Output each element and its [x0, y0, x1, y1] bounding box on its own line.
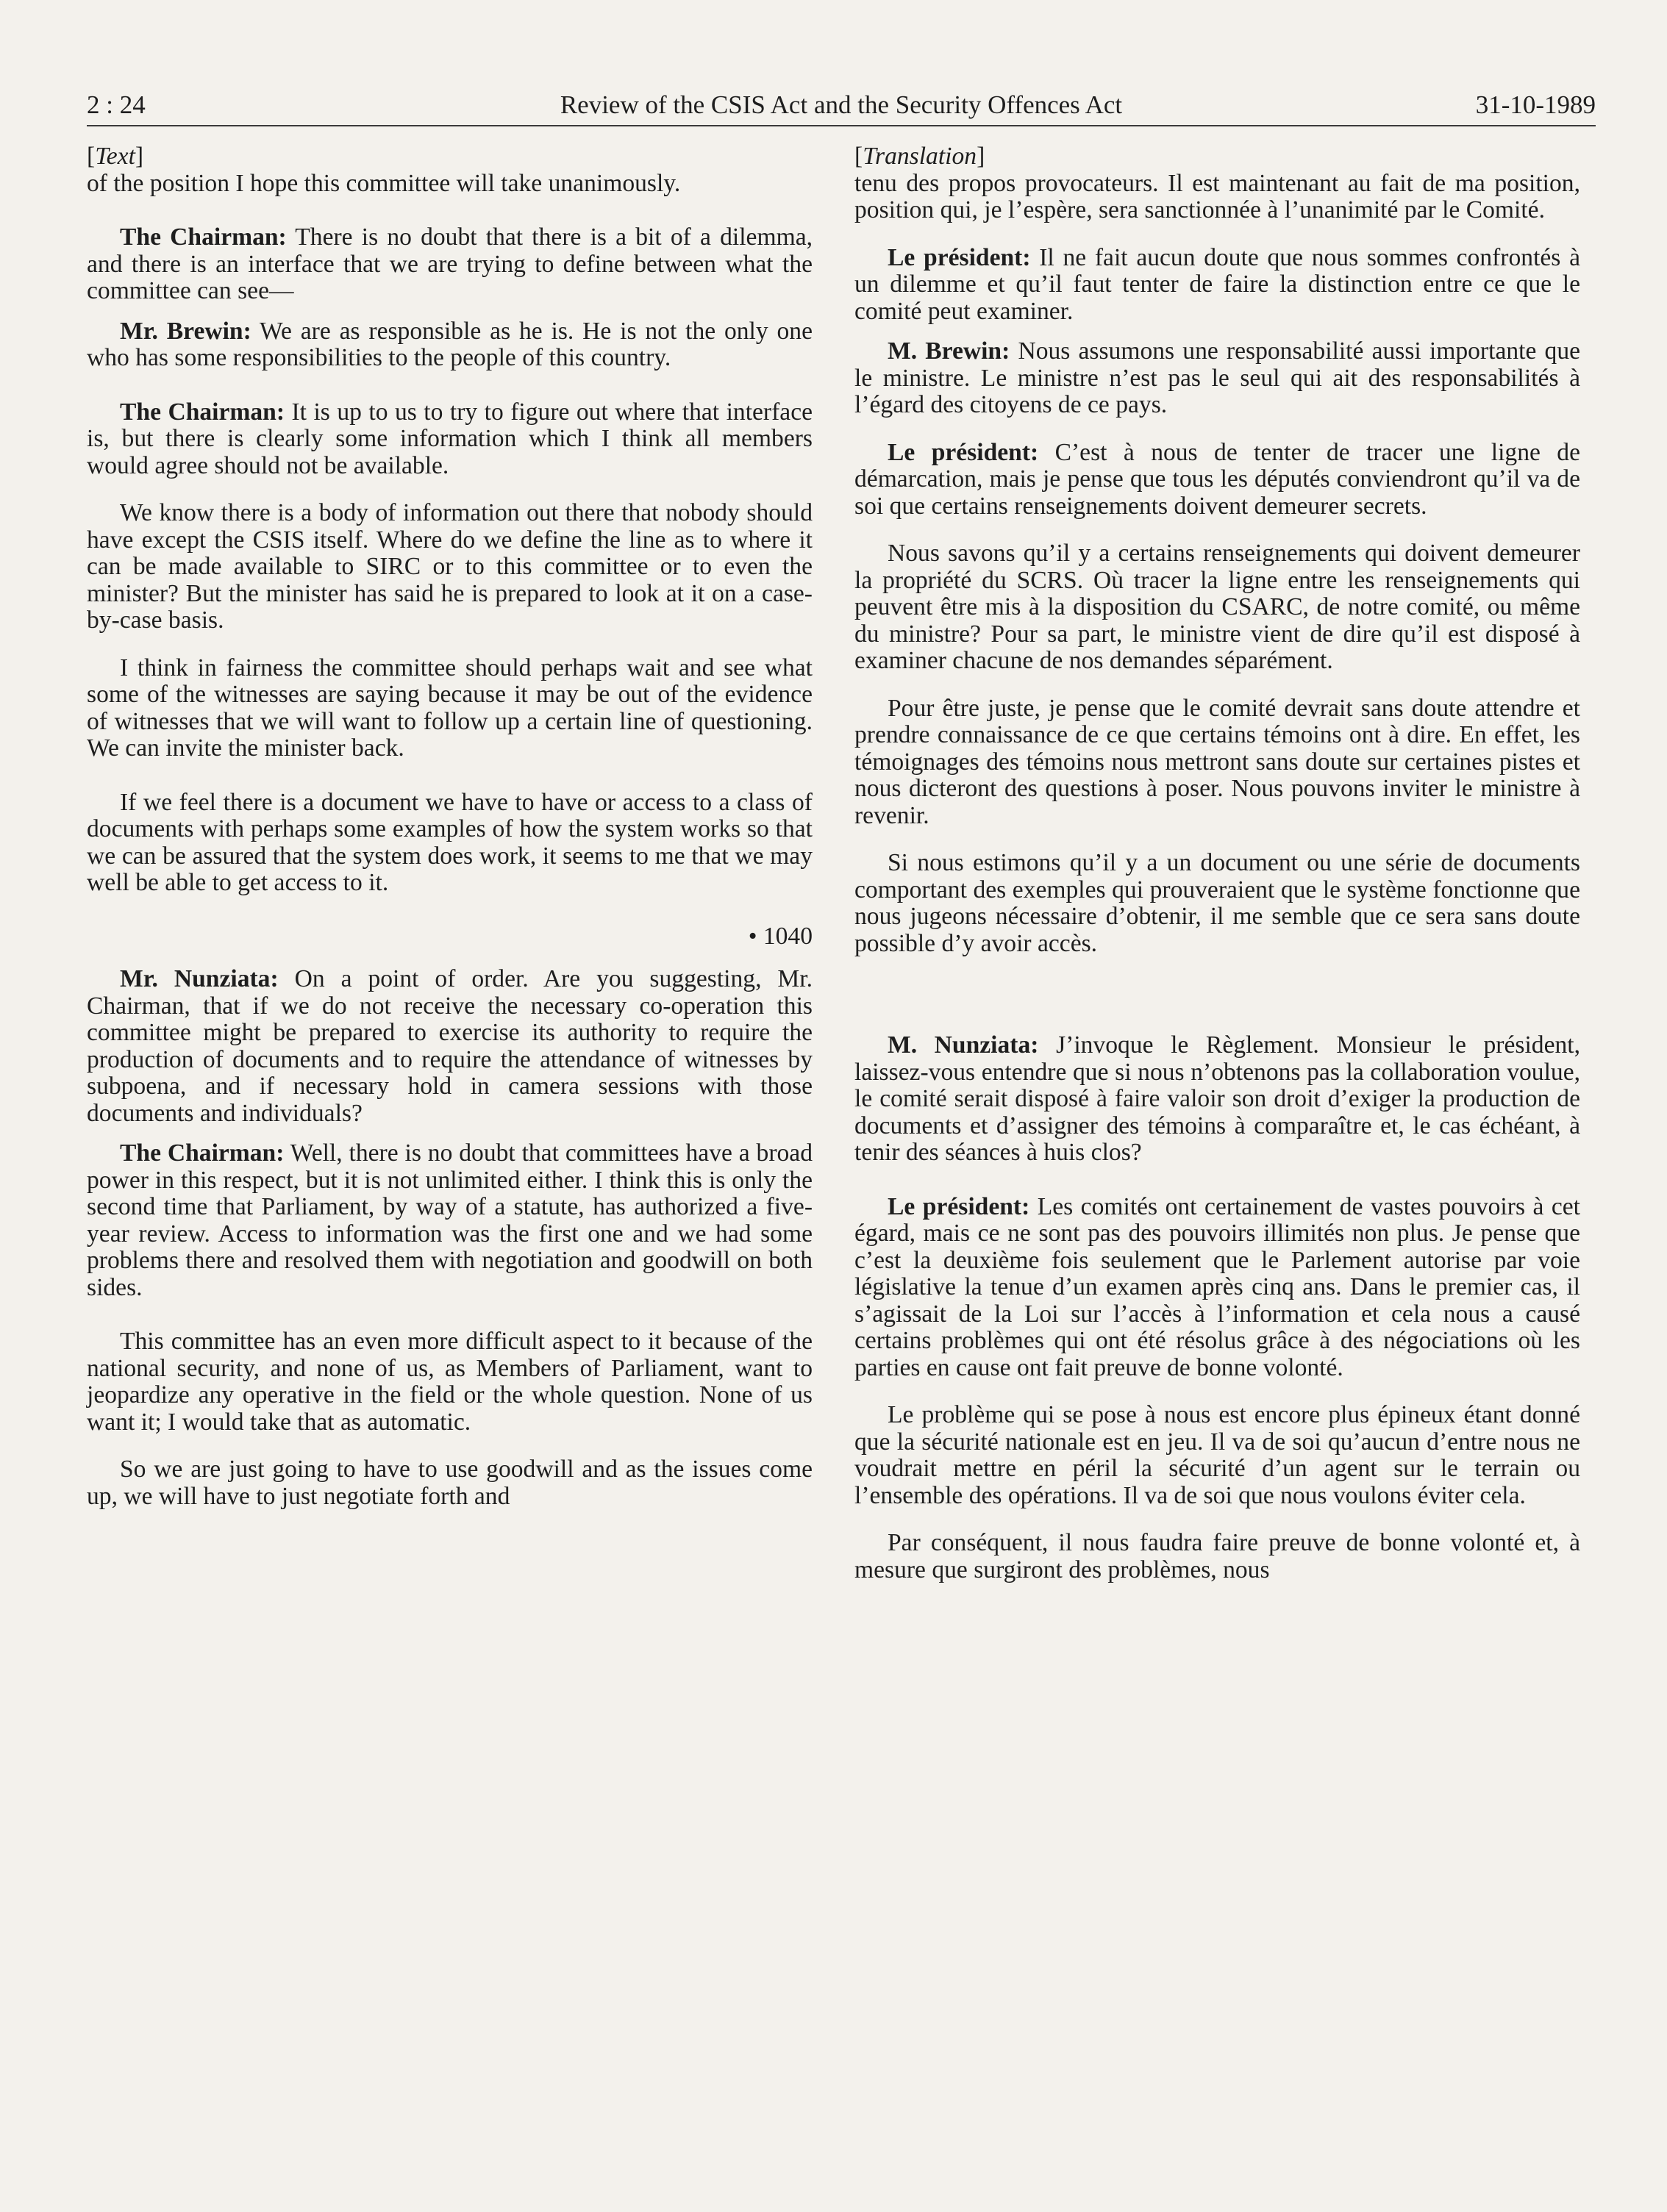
paragraph: If we feel there is a document we have to have or access to a class of documents with perhaps some examples of how the system works so that we can be assured that the system does work, it seems to me that we may well be able to get access to it. [87, 788, 813, 896]
paragraph: of the position I hope this committee will take unanimously. [87, 169, 681, 197]
paragraph: I think in fairness the committee should perhaps wait and see what some of the witnesses are saying because it may be out of the evidence of witnesses that we will want to follow up a certain line of questioning. We can invite the minister back. [87, 654, 813, 762]
speaker-name: The Chairman: [120, 398, 285, 426]
paragraph: The Chairman: There is no doubt that there is a bit of a dilemma, and there is an interface that we are trying to define between what the committee can see— [87, 223, 813, 304]
paragraph: Le président: C’est à nous de tenter de tracer une ligne de démarcation, mais je pense que tous les députés conviendront qu’il va de soi que certains renseignements doivent demeurer secrets. [854, 438, 1580, 520]
paragraph: The Chairman: It is up to us to try to figure out where that interface is, but there is clearly some information which I think all members would agree should not be available. [87, 398, 813, 479]
paragraph: Par conséquent, il nous faudra faire preuve de bonne volonté et, à mesure que surgiront des problèmes, nous [854, 1529, 1580, 1583]
speaker-name: Mr. Brewin: [120, 317, 251, 345]
paragraph: Le président: Les comités ont certainement de vastes pouvoirs à cet égard, mais ce ne sont pas des pouvoirs illimités non plus. Je pense que c’est la deuxième fois seulement que le Parlement autorise par voie législative la tenue d’un examen après cinq ans. Dans le premier cas, il s’agissait de la Loi sur l’accès à l’information et cela nous a causé certains problèmes qui ont été résolus grâce à des négociations où les parties en cause ont fait preuve de bonne volonté. [854, 1192, 1580, 1381]
page-date: 31-10-1989 [1475, 90, 1596, 119]
paragraph: Mr. Nunziata: On a point of order. Are you suggesting, Mr. Chairman, that if we do not receive the necessary co-operation this committee might be prepared to exercise its authority to require the production of documents and to require the attendance of witnesses by subpoena, and if necessary hold in camera sessions with those documents and individuals? [87, 965, 813, 1127]
paragraph: tenu des propos provocateurs. Il est maintenant au fait de ma position, position qui, je l’espère, sera sanctionnée à l’unanimité par le Comité. [854, 169, 1580, 223]
paragraph: Le problème qui se pose à nous est encore plus épineux étant donné que la sécurité nationale est en jeu. Il va de soi qu’aucun d’entre nous ne voudrait mettre en péril la sécurité d’un agent sur le terrain ou l’ensemble des opérations. Il va de soi que nous voulons éviter cela. [854, 1401, 1580, 1509]
paragraph: So we are just going to have to use goodwill and as the issues come up, we will have to just negotiate forth and [87, 1456, 813, 1510]
speaker-name: M. Nunziata: [888, 1031, 1039, 1059]
speaker-name: Mr. Nunziata: [120, 965, 279, 992]
language-label: [Text] [87, 143, 144, 170]
paragraph: We know there is a body of information out there that nobody should have except the CSIS itself. Where do we define the line as to where it can be made available to SIRC or to this committee or to even the minister? But the minister has said he is prepared to look at it on a case-by-case basis. [87, 499, 813, 634]
paragraph: Si nous estimons qu’il y a un document ou une série de documents comportant des exemples qui prouveraient que le système fonctionne que nous jugeons nécessaire d’obtenir, il me semble que ce sera sans doute possible d’y avoir accès. [854, 849, 1580, 957]
paragraph: Mr. Brewin: We are as responsible as he is. He is not the only one who has some responsibilities to the people of this country. [87, 317, 813, 371]
speaker-name: The Chairman: [120, 1139, 285, 1167]
page-header [87, 87, 1596, 124]
speaker-name: M. Brewin: [888, 337, 1010, 365]
timestamp: • 1040 [748, 922, 813, 950]
paragraph: Nous savons qu’il y a certains renseignements qui doivent demeurer la propriété du SCRS. Où tracer la ligne entre les renseignements qui peuvent être mis à la disposition du CSARC, de notre comité, ou même du ministre? Pour sa part, le ministre vient de dire qu’il est disposé à examiner chacune de nos demandes séparément. [854, 540, 1580, 674]
speaker-name: Le président: [888, 438, 1039, 466]
paragraph: Pour être juste, je pense que le comité devrait sans doute attendre et prendre connaissance de ce que certains témoins ont à dire. En effet, les témoignages des témoins nous mettront sans doute sur certaines pistes et nous dicteront des questions à poser. Nous pouvons inviter le ministre à revenir. [854, 694, 1580, 829]
paragraph: Le président: Il ne fait aucun doute que nous sommes confrontés à un dilemme et qu’il faut tenter de faire la distinction entre ce que le comité peut examiner. [854, 243, 1580, 325]
paragraph: The Chairman: Well, there is no doubt that committees have a broad power in this respect, but it is not unlimited either. I think this is only the second time that Parliament, by way of a statute, has authorized a five-year review. Access to information was the first one and we had some problems there and resolved them with negotiation and goodwill on both sides. [87, 1139, 813, 1301]
paragraph: M. Nunziata: J’invoque le Règlement. Monsieur le président, laissez-vous entendre que si nous n’obtenons pas la collaboration voulue, le comité serait disposé à faire valoir son droit d’exiger la production de documents et d’assigner des témoins à comparaître et, le cas échéant, à tenir des séances à huis clos? [854, 1031, 1580, 1166]
paragraph: This committee has an even more difficult aspect to it because of the national security, and none of us, as Members of Parliament, want to jeopardize any operative in the field or the whole question. None of us want it; I would take that as automatic. [87, 1328, 813, 1436]
speaker-name: Le président: [888, 243, 1031, 271]
english-column [87, 143, 813, 1510]
french-column [854, 143, 1580, 1583]
paragraph: M. Brewin: Nous assumons une responsabilité aussi importante que le ministre. Le ministre n’est pas le seul qui ait des responsabilités à l’égard des citoyens de ce pays. [854, 337, 1581, 418]
header-rule [87, 125, 1596, 126]
speaker-name: The Chairman: [120, 223, 287, 251]
page-number: 2 : 24 [87, 90, 146, 119]
running-title: Review of the CSIS Act and the Security Offences Act [560, 90, 1123, 119]
language-label: [Translation] [854, 143, 985, 170]
speaker-name: Le président: [888, 1192, 1030, 1220]
